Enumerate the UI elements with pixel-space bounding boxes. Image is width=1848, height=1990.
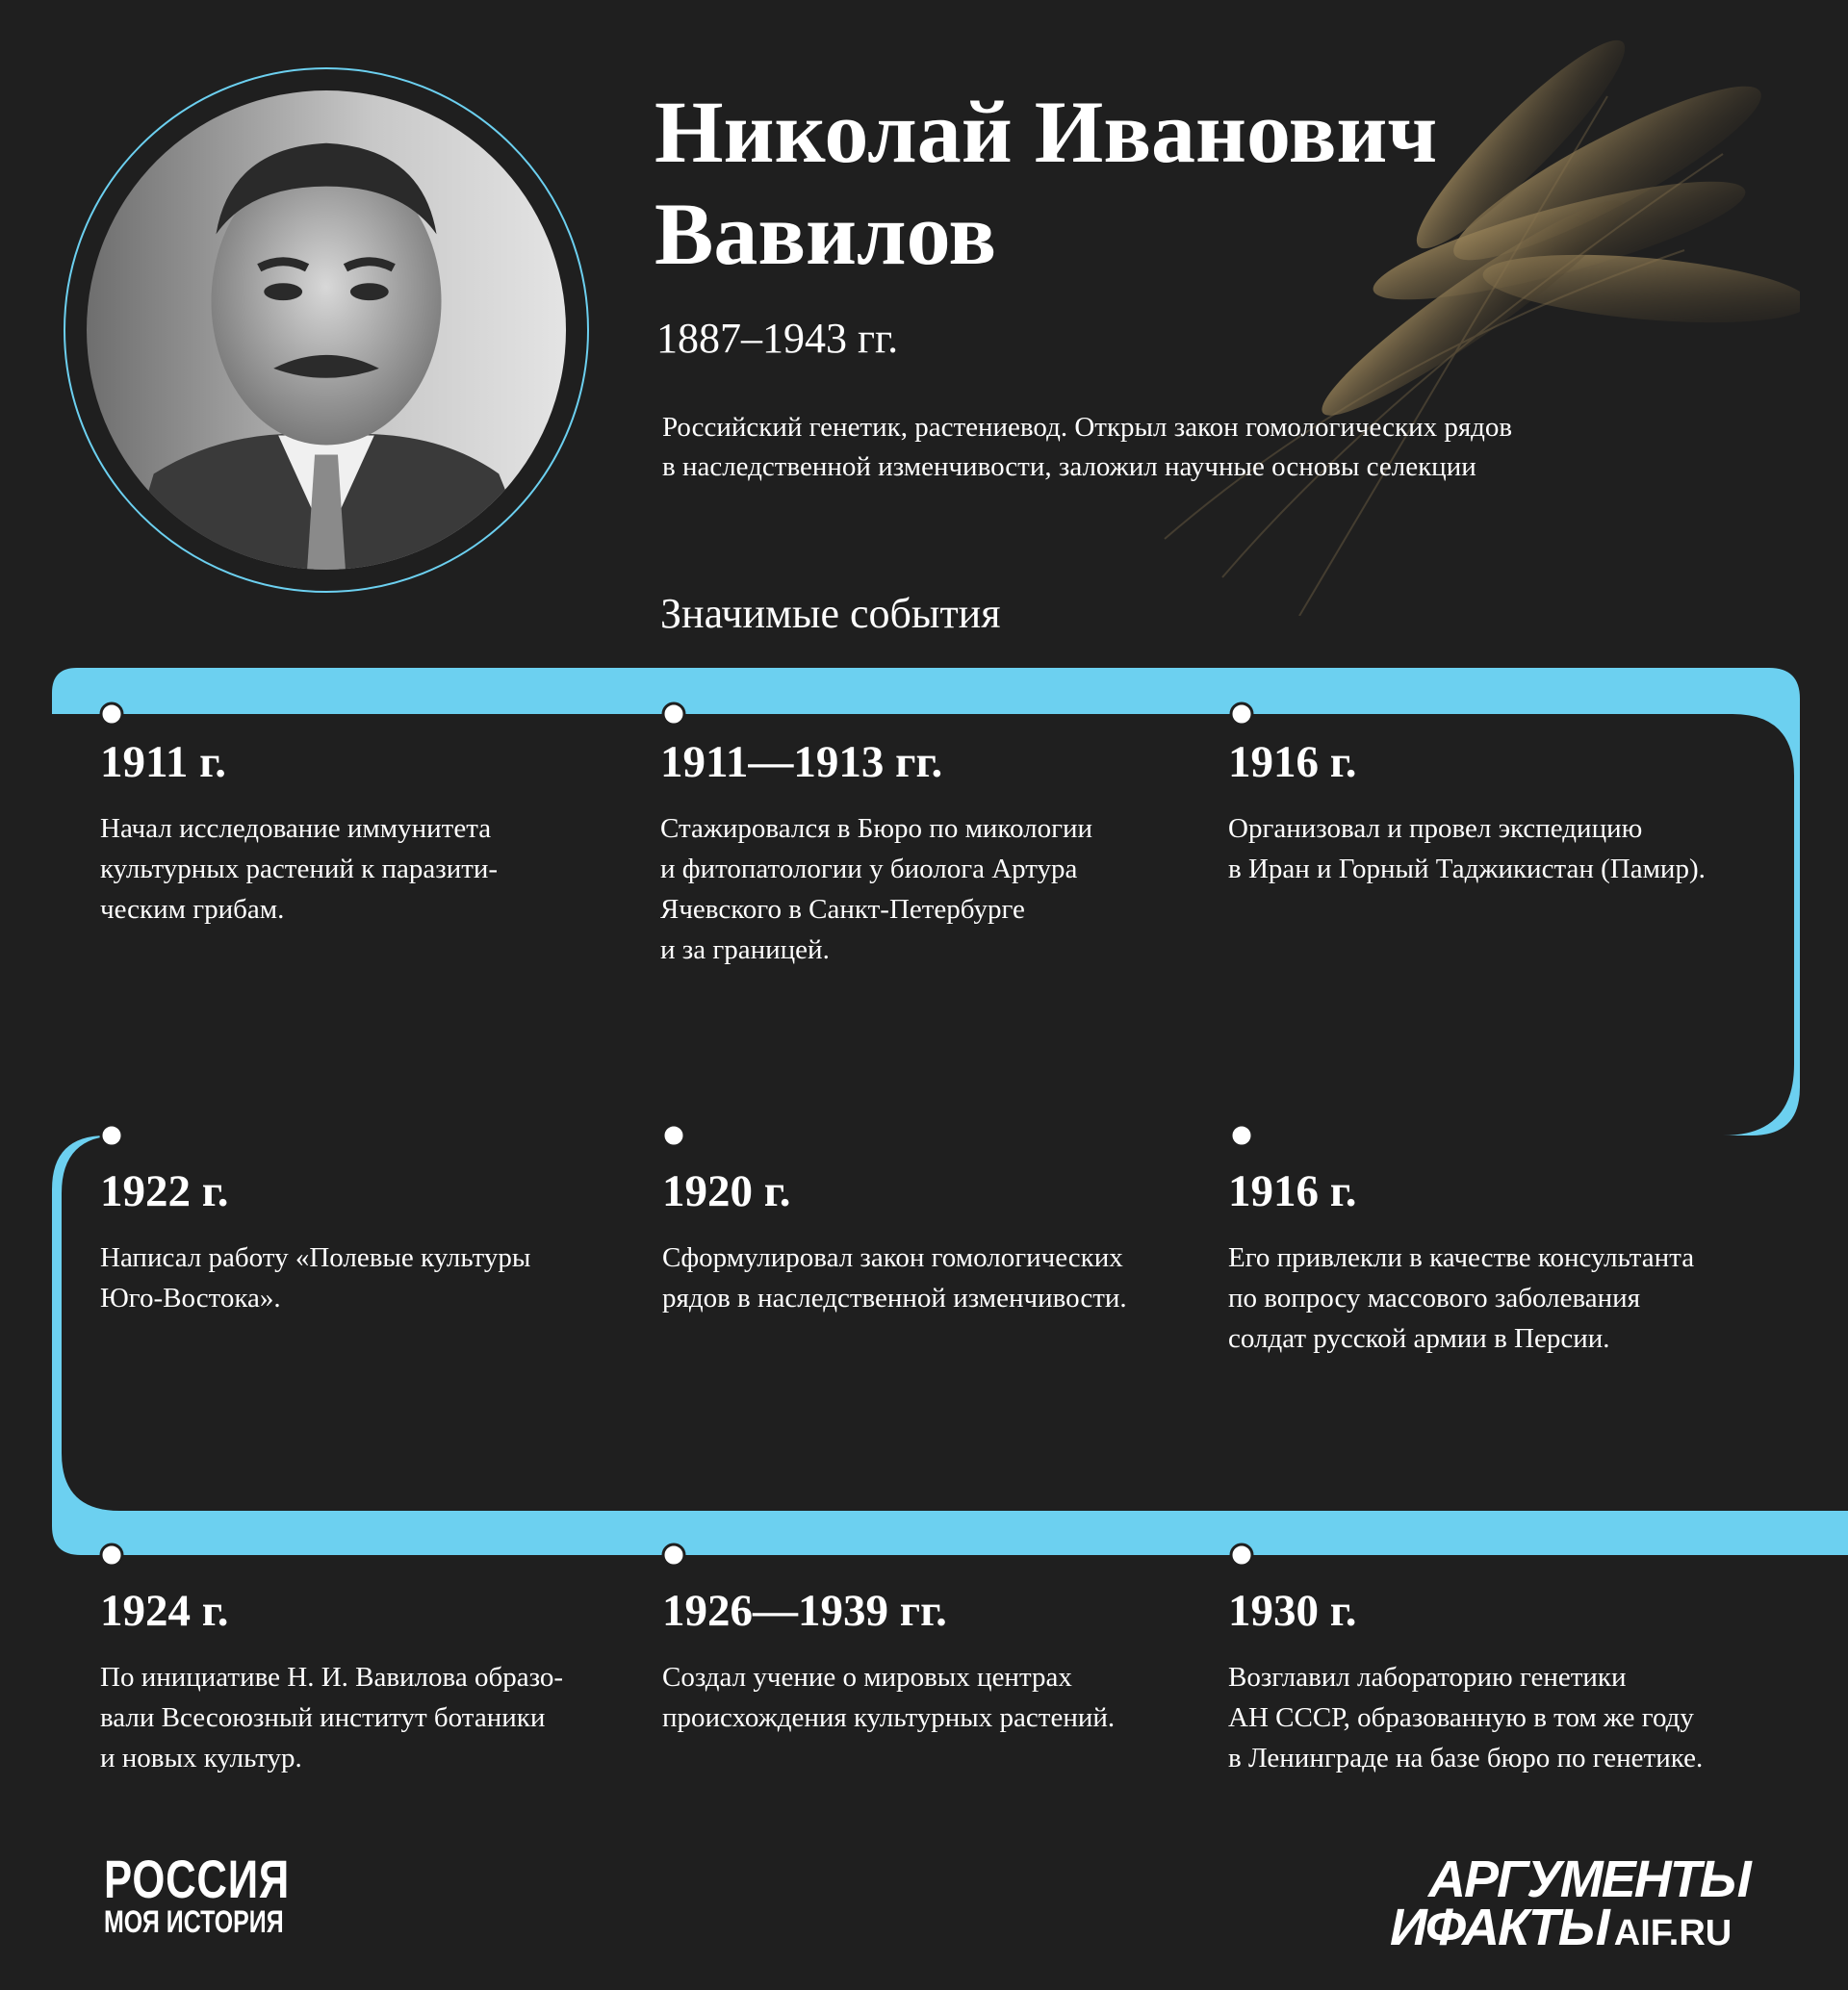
section-title: Значимые события (660, 590, 1001, 637)
event-text-line: культурных растений к паразити- (100, 854, 499, 884)
event-card (1228, 1582, 1748, 1778)
event-text-line: солдат русской армии в Персии. (1228, 1323, 1610, 1354)
event-year: 1911—1913 гг. (660, 737, 943, 787)
person-name-line2: Вавилов (654, 185, 997, 283)
event-card (100, 1582, 620, 1778)
timeline-dot-2 (663, 703, 684, 725)
event-text-line: ческим грибам. (100, 894, 285, 925)
event-card (1228, 1162, 1748, 1359)
event-text-line: и новых культур. (100, 1743, 302, 1773)
event-text (100, 808, 620, 930)
aif-logo-line1: АРГУМЕНТЫ (1428, 1850, 1750, 1908)
event-year: 1916 г. (1228, 1166, 1357, 1216)
life-years: 1887–1943 гг. (656, 315, 899, 362)
event-year: 1920 г. (662, 1166, 791, 1216)
event-text-line: Юго-Востока». (100, 1283, 281, 1314)
timeline-dot-5 (663, 1125, 684, 1146)
description-line1: Российский генетик, растениевод. Открыл закон гомологических рядов (662, 412, 1513, 443)
event-year: 1926—1939 гг. (662, 1586, 947, 1636)
event-text-line: и фитопатологии у биолога Артура (660, 854, 1078, 884)
rossiya-logo-line2: МОЯ ИСТОРИЯ (104, 1904, 284, 1939)
event-text-line: и за границей. (660, 934, 830, 965)
rossiya-logo-line1: РОССИЯ (104, 1849, 291, 1909)
event-text-line: По инициативе Н. И. Вавилова образо- (100, 1662, 564, 1693)
event-text-line: Стажировался в Бюро по микологии (660, 813, 1093, 844)
event-text-line: Написал работу «Полевые культуры (100, 1242, 531, 1273)
timeline-dot-3 (1231, 703, 1252, 725)
event-text-line: Создал учение о мировых центрах (662, 1662, 1072, 1693)
event-text-line: Ячевского в Санкт-Петербурге (660, 894, 1025, 925)
event-text (662, 1657, 1182, 1738)
person-name-line1: Николай Иванович (654, 83, 1438, 181)
event-card (660, 733, 1180, 970)
event-text (100, 1237, 620, 1318)
event-text (100, 1657, 620, 1778)
timeline-dot-8 (663, 1544, 684, 1566)
event-text (660, 808, 1180, 970)
aif-logo-site: AIF.RU (1613, 1913, 1732, 1953)
event-text-line: Начал исследование иммунитета (100, 813, 492, 844)
timeline-dot-1 (101, 703, 122, 725)
event-text-line: Его привлекли в качестве консультанта (1228, 1242, 1695, 1273)
timeline-dot-7 (101, 1544, 122, 1566)
event-text (1228, 1657, 1748, 1778)
aif-logo-line2: ИФАКТЫ (1390, 1899, 1608, 1956)
description-line2: в наследственной изменчивости, заложил научные основы селекции (662, 451, 1476, 482)
timeline-dot-4 (101, 1125, 122, 1146)
event-text-line: в Ленинграде на базе бюро по генетике. (1228, 1743, 1704, 1773)
event-text (1228, 1237, 1748, 1359)
event-text-line: в Иран и Горный Таджикистан (Памир). (1228, 854, 1706, 884)
timeline-dot-6 (1231, 1125, 1252, 1146)
event-card (1228, 733, 1748, 889)
event-year: 1930 г. (1228, 1586, 1357, 1636)
event-text-line: по вопросу массового заболевания (1228, 1283, 1641, 1314)
event-year: 1924 г. (100, 1586, 229, 1636)
event-text-line: Организовал и провел экспедицию (1228, 813, 1643, 844)
event-text-line: АН СССР, образованную в том же году (1228, 1702, 1694, 1733)
event-card (100, 1162, 620, 1318)
rossiya-logo (104, 1849, 291, 1939)
event-year: 1911 г. (100, 737, 226, 787)
event-year: 1916 г. (1228, 737, 1357, 787)
event-text-line: Возглавил лабораторию генетики (1228, 1662, 1627, 1693)
event-year: 1922 г. (100, 1166, 229, 1216)
event-card (662, 1582, 1182, 1738)
event-text-line: Сформулировал закон гомологических (662, 1242, 1123, 1273)
event-card (662, 1162, 1182, 1318)
timeline-dot-9 (1231, 1544, 1252, 1566)
event-card (100, 733, 620, 930)
event-text-line: происхождения культурных растений. (662, 1702, 1116, 1733)
event-text-line: вали Всесоюзный институт ботаники (100, 1702, 546, 1733)
event-text (662, 1237, 1182, 1318)
event-text (1228, 808, 1748, 889)
event-text-line: рядов в наследственной изменчивости. (662, 1283, 1127, 1314)
aif-logo (1390, 1850, 1750, 1956)
